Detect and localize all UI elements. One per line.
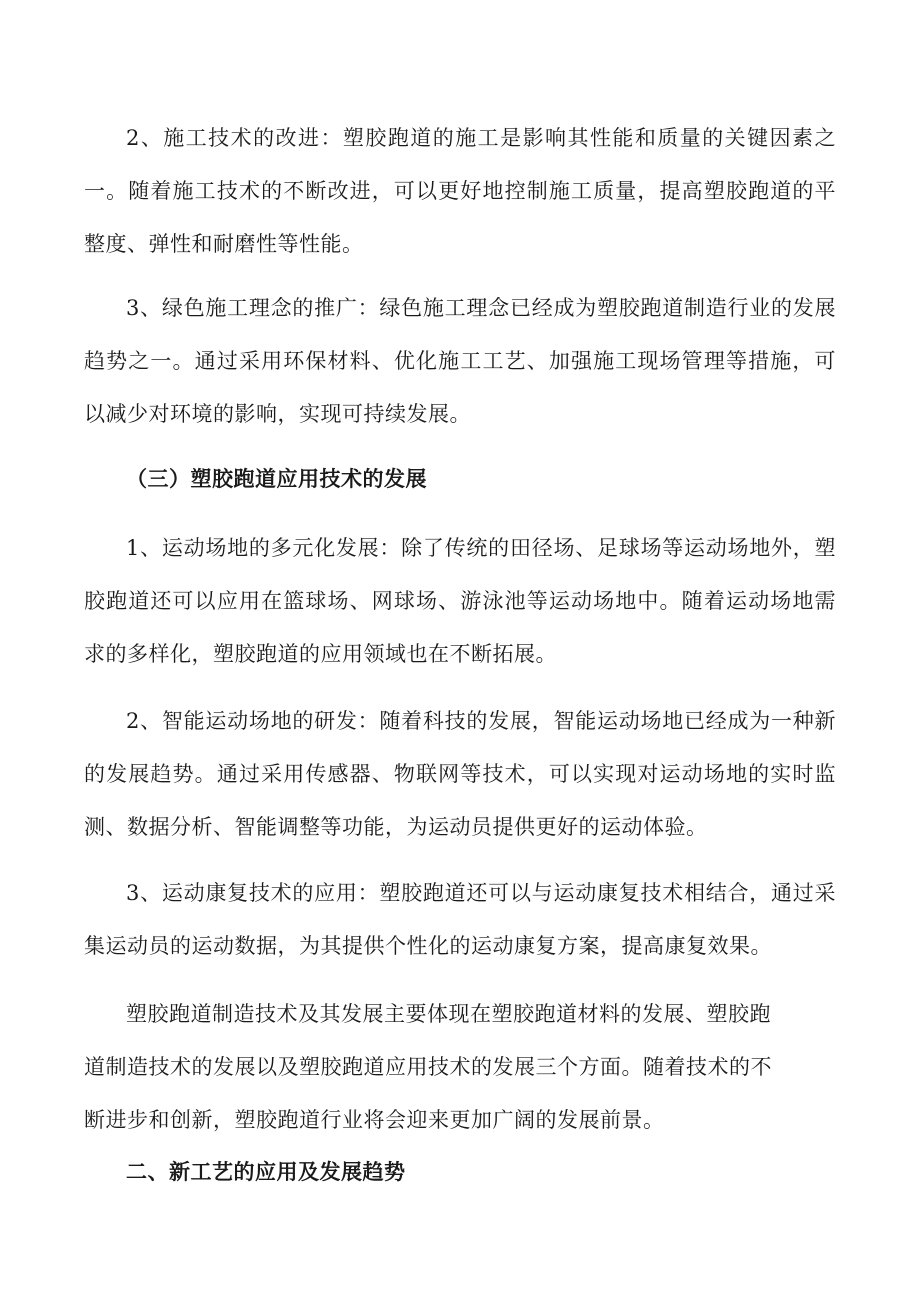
paragraph-construction-tech: 2、施工技术的改进：塑胶跑道的施工是影响其性能和质量的关键因素之一。随着施工技术的不断改进，可以更好地控制施工质量，提高塑胶跑道的平整度、弹性和耐磨性等性能。 bbox=[84, 126, 836, 256]
paragraph-green-construction: 3、绿色施工理念的推广：绿色施工理念已经成为塑胶跑道制造行业的发展趋势之一。通过采用环保材料、优化施工工艺、加强施工现场管理等措施，可以减少对环境的影响，实现可持续发展。 bbox=[84, 296, 836, 426]
paragraph-rehab-tech: 3、运动康复技术的应用：塑胶跑道还可以与运动康复技术相结合，通过采集运动员的运动数据，为其提供个性化的运动康复方案，提高康复效果。 bbox=[84, 881, 836, 958]
section-heading-application-tech: （三）塑胶跑道应用技术的发展 bbox=[126, 466, 427, 491]
paragraph-smart-venues: 2、智能运动场地的研发：随着科技的发展，智能运动场地已经成为一种新的发展趋势。通过采用传感器、物联网等技术，可以实现对运动场地的实时监测、数据分析、智能调整等功能，为运动员提供更好的运动体验。 bbox=[84, 709, 836, 839]
paragraph-summary: 塑胶跑道制造技术及其发展主要体现在塑胶跑道材料的发展、塑胶跑道制造技术的发展以及塑胶跑道应用技术的发展三个方面。随着技术的不断进步和创新，塑胶跑道行业将会迎来更加广阔的发展前景。 bbox=[84, 1002, 772, 1132]
section-heading-new-process: 二、新工艺的应用及发展趋势 bbox=[126, 1159, 406, 1184]
paragraph-diversified-venues: 1、运动场地的多元化发展：除了传统的田径场、足球场等运动场地外，塑胶跑道还可以应用在篮球场、网球场、游泳池等运动场地中。随着运动场地需求的多样化，塑胶跑道的应用领域也在不断拓展。 bbox=[84, 536, 836, 666]
